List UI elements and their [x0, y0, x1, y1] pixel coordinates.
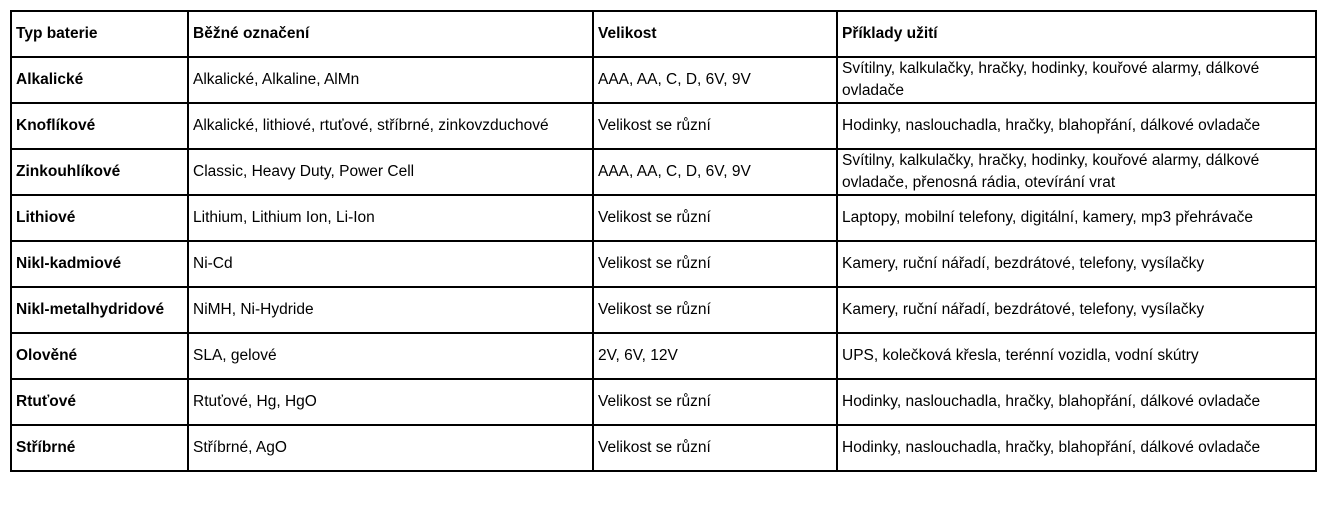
cell-common-designation: Classic, Heavy Duty, Power Cell — [188, 149, 593, 195]
table-header-row — [11, 11, 1316, 57]
table-row — [11, 287, 1316, 333]
cell-size: Velikost se různí — [593, 379, 837, 425]
cell-size: 2V, 6V, 12V — [593, 333, 837, 379]
cell-size: Velikost se různí — [593, 425, 837, 471]
cell-usage-examples: UPS, kolečková křesla, terénní vozidla, vodní skútry — [837, 333, 1316, 379]
cell-size: AAA, AA, C, D, 6V, 9V — [593, 57, 837, 103]
cell-usage-examples: Kamery, ruční nářadí, bezdrátové, telefony, vysílačky — [837, 241, 1316, 287]
cell-common-designation: Alkalické, lithiové, rtuťové, stříbrné, zinkovzduchové — [188, 103, 593, 149]
cell-size: Velikost se různí — [593, 195, 837, 241]
cell-usage-examples: Svítilny, kalkulačky, hračky, hodinky, kouřové alarmy, dálkové ovladače, přenosná rádia, otevírání vrat — [837, 149, 1316, 195]
battery-table-container — [10, 10, 1317, 472]
battery-types-table — [10, 10, 1317, 472]
table-row — [11, 149, 1316, 195]
cell-battery-type: Olověné — [11, 333, 188, 379]
cell-size: Velikost se různí — [593, 103, 837, 149]
table-row — [11, 379, 1316, 425]
cell-usage-examples: Svítilny, kalkulačky, hračky, hodinky, kouřové alarmy, dálkové ovladače — [837, 57, 1316, 103]
cell-usage-examples: Laptopy, mobilní telefony, digitální, kamery, mp3 přehrávače — [837, 195, 1316, 241]
table-row — [11, 57, 1316, 103]
cell-common-designation: Alkalické, Alkaline, AlMn — [188, 57, 593, 103]
table-row — [11, 425, 1316, 471]
cell-size: Velikost se různí — [593, 241, 837, 287]
cell-usage-examples: Kamery, ruční nářadí, bezdrátové, telefony, vysílačky — [837, 287, 1316, 333]
table-row — [11, 241, 1316, 287]
cell-battery-type: Rtuťové — [11, 379, 188, 425]
header-usage-examples: Příklady užití — [837, 11, 1316, 57]
cell-common-designation: Ni-Cd — [188, 241, 593, 287]
cell-common-designation: Rtuťové, Hg, HgO — [188, 379, 593, 425]
cell-battery-type: Nikl-kadmiové — [11, 241, 188, 287]
cell-battery-type: Lithiové — [11, 195, 188, 241]
cell-battery-type: Alkalické — [11, 57, 188, 103]
table-row — [11, 195, 1316, 241]
cell-battery-type: Stříbrné — [11, 425, 188, 471]
cell-common-designation: Lithium, Lithium Ion, Li-Ion — [188, 195, 593, 241]
cell-size: Velikost se různí — [593, 287, 837, 333]
table-row — [11, 333, 1316, 379]
cell-battery-type: Knoflíkové — [11, 103, 188, 149]
header-common-designation: Běžné označení — [188, 11, 593, 57]
cell-usage-examples: Hodinky, naslouchadla, hračky, blahopřání, dálkové ovladače — [837, 103, 1316, 149]
cell-size: AAA, AA, C, D, 6V, 9V — [593, 149, 837, 195]
cell-battery-type: Zinkouhlíkové — [11, 149, 188, 195]
table-row — [11, 103, 1316, 149]
cell-common-designation: SLA, gelové — [188, 333, 593, 379]
cell-usage-examples: Hodinky, naslouchadla, hračky, blahopřání, dálkové ovladače — [837, 425, 1316, 471]
cell-battery-type: Nikl-metalhydridové — [11, 287, 188, 333]
header-battery-type: Typ baterie — [11, 11, 188, 57]
header-size: Velikost — [593, 11, 837, 57]
cell-usage-examples: Hodinky, naslouchadla, hračky, blahopřání, dálkové ovladače — [837, 379, 1316, 425]
cell-common-designation: NiMH, Ni-Hydride — [188, 287, 593, 333]
cell-common-designation: Stříbrné, AgO — [188, 425, 593, 471]
